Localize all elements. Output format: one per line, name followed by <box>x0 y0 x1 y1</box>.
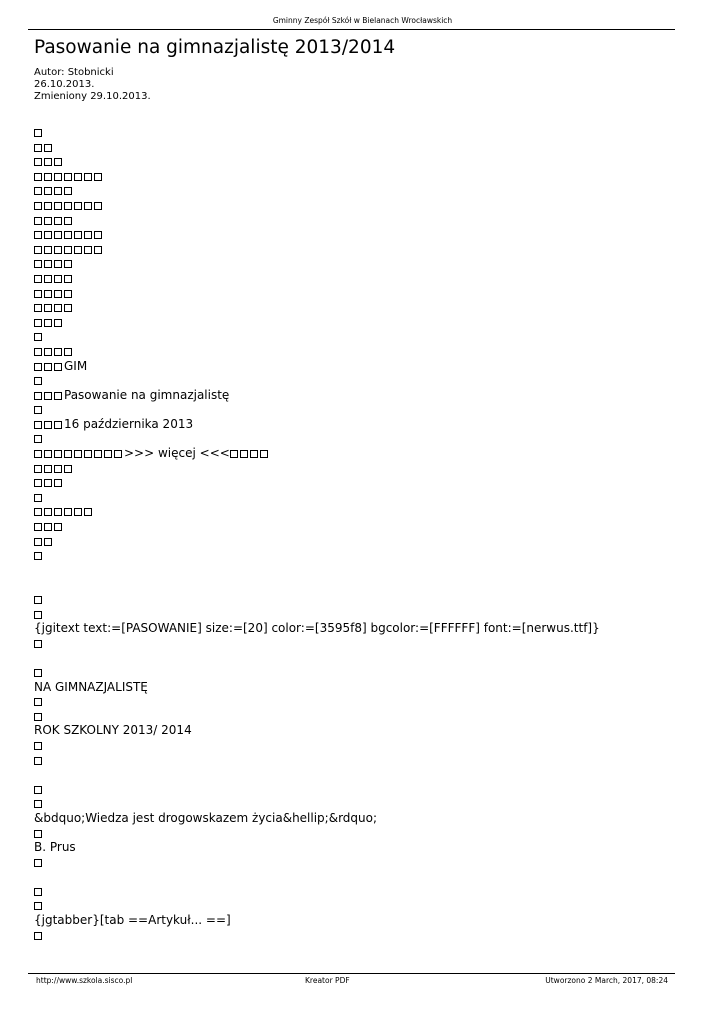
missing-glyph-box <box>34 304 42 312</box>
missing-glyph-box <box>84 450 92 458</box>
body-line <box>34 869 674 884</box>
missing-glyph-box <box>34 406 42 414</box>
missing-glyph-box <box>54 421 62 429</box>
missing-glyph-box <box>44 450 52 458</box>
missing-glyph-box <box>64 450 72 458</box>
missing-glyph-box <box>84 173 92 181</box>
author-line: Autor: Stobnicki <box>34 67 114 78</box>
body-line <box>34 475 674 490</box>
body-line <box>34 665 674 680</box>
body-line-text: >>> więcej <<< <box>124 446 230 461</box>
missing-glyph-box <box>44 173 52 181</box>
body-line-text: &bdquo;Wiedza jest drogowskazem życia&hellip;&rdquo; <box>34 810 378 825</box>
missing-glyph-box <box>34 392 42 400</box>
body-line <box>34 519 674 534</box>
body-line <box>34 490 674 505</box>
missing-glyph-box <box>54 392 62 400</box>
missing-glyph-box <box>34 494 42 502</box>
missing-glyph-box <box>34 217 42 225</box>
footer-url: http://www.szkola.sisco.pl <box>36 976 133 985</box>
page-header-site: Gminny Zespół Szkół w Bielanach Wrocławskich <box>272 16 453 25</box>
missing-glyph-box <box>34 158 42 166</box>
missing-glyph-box <box>34 786 42 794</box>
body-line <box>34 198 674 213</box>
body-line <box>34 738 674 753</box>
missing-glyph-box <box>34 363 42 371</box>
missing-glyph-box <box>34 800 42 808</box>
body-line <box>34 286 674 301</box>
body-line <box>34 796 674 811</box>
missing-glyph-box <box>94 246 102 254</box>
body-line <box>34 504 674 519</box>
footer-divider <box>28 973 675 974</box>
missing-glyph-box <box>54 202 62 210</box>
missing-glyph-box <box>44 392 52 400</box>
missing-glyph-box <box>84 202 92 210</box>
missing-glyph-box <box>34 640 42 648</box>
missing-glyph-box <box>44 158 52 166</box>
body-line-text: NA GIMNAZJALISTĘ <box>34 679 148 694</box>
missing-glyph-box <box>44 275 52 283</box>
missing-glyph-box <box>64 304 72 312</box>
body-line <box>34 650 674 665</box>
body-line <box>34 767 674 782</box>
missing-glyph-box <box>34 552 42 560</box>
missing-glyph-box <box>64 290 72 298</box>
missing-glyph-box <box>44 319 52 327</box>
missing-glyph-box <box>54 231 62 239</box>
body-line <box>34 577 674 592</box>
body-line <box>34 227 674 242</box>
missing-glyph-box <box>250 450 258 458</box>
body-line <box>34 811 674 826</box>
missing-glyph-box <box>54 246 62 254</box>
body-line-text: 16 października 2013 <box>64 416 194 431</box>
body-line <box>34 256 674 271</box>
body-line <box>34 329 674 344</box>
missing-glyph-box <box>64 260 72 268</box>
missing-glyph-box <box>34 902 42 910</box>
missing-glyph-box <box>64 173 72 181</box>
missing-glyph-box <box>34 348 42 356</box>
missing-glyph-box <box>44 144 52 152</box>
missing-glyph-box <box>64 231 72 239</box>
missing-glyph-box <box>54 450 62 458</box>
missing-glyph-box <box>44 421 52 429</box>
body-line <box>34 446 674 461</box>
missing-glyph-box <box>44 217 52 225</box>
missing-glyph-box <box>44 363 52 371</box>
missing-glyph-box <box>34 479 42 487</box>
missing-glyph-box <box>64 202 72 210</box>
missing-glyph-box <box>34 450 42 458</box>
missing-glyph-box <box>64 275 72 283</box>
missing-glyph-box <box>34 129 42 137</box>
body-line <box>34 125 674 140</box>
missing-glyph-box <box>74 508 82 516</box>
missing-glyph-box <box>74 450 82 458</box>
body-line-text: {jgtabber}[tab ==Artykuł... ==] <box>34 913 231 928</box>
missing-glyph-box <box>114 450 122 458</box>
body-line-text: {jgitext text:=[PASOWANIE] size:=[20] color:=[3595f8] bgcolor:=[FFFFFF] font:=[nerwus.ttf]} <box>34 621 600 636</box>
footer-created: Utworzono 2 March, 2017, 08:24 <box>545 976 668 985</box>
missing-glyph-box <box>84 508 92 516</box>
footer-generator: Kreator PDF <box>305 976 350 985</box>
missing-glyph-box <box>34 757 42 765</box>
missing-glyph-box <box>44 246 52 254</box>
missing-glyph-box <box>94 173 102 181</box>
body-line <box>34 592 674 607</box>
missing-glyph-box <box>54 173 62 181</box>
body-line <box>34 140 674 155</box>
missing-glyph-box <box>44 231 52 239</box>
missing-glyph-box <box>34 187 42 195</box>
missing-glyph-box <box>34 435 42 443</box>
modified-date: Zmieniony 29.10.2013. <box>34 91 151 102</box>
body-line-text: Pasowanie na gimnazjalistę <box>64 387 230 402</box>
missing-glyph-box <box>34 333 42 341</box>
body-line <box>34 359 674 374</box>
missing-glyph-box <box>34 538 42 546</box>
missing-glyph-box <box>64 246 72 254</box>
header-divider <box>28 29 675 30</box>
body-line <box>34 388 674 403</box>
missing-glyph-box <box>34 611 42 619</box>
missing-glyph-box <box>44 304 52 312</box>
missing-glyph-box <box>54 158 62 166</box>
body-line <box>34 753 674 768</box>
missing-glyph-box <box>34 698 42 706</box>
missing-glyph-box <box>44 260 52 268</box>
publish-date: 26.10.2013. <box>34 79 95 90</box>
missing-glyph-box <box>54 508 62 516</box>
missing-glyph-box <box>94 450 102 458</box>
missing-glyph-box <box>34 290 42 298</box>
missing-glyph-box <box>74 231 82 239</box>
missing-glyph-box <box>34 246 42 254</box>
missing-glyph-box <box>84 246 92 254</box>
missing-glyph-box <box>34 465 42 473</box>
article-body <box>34 125 674 942</box>
missing-glyph-box <box>34 173 42 181</box>
missing-glyph-box <box>34 421 42 429</box>
missing-glyph-box <box>74 202 82 210</box>
body-line <box>34 563 674 578</box>
missing-glyph-box <box>34 144 42 152</box>
body-line <box>34 826 674 841</box>
missing-glyph-box <box>74 173 82 181</box>
missing-glyph-box <box>54 290 62 298</box>
body-line <box>34 373 674 388</box>
missing-glyph-box <box>44 465 52 473</box>
body-line <box>34 840 674 855</box>
missing-glyph-box <box>94 202 102 210</box>
missing-glyph-box <box>34 713 42 721</box>
body-line <box>34 723 674 738</box>
body-line <box>34 461 674 476</box>
page-title: Pasowanie na gimnazjalistę 2013/2014 <box>34 37 396 58</box>
missing-glyph-box <box>34 596 42 604</box>
body-line-text: B. Prus <box>34 840 76 855</box>
missing-glyph-box <box>34 669 42 677</box>
body-line <box>34 315 674 330</box>
missing-glyph-box <box>34 859 42 867</box>
missing-glyph-box <box>44 508 52 516</box>
missing-glyph-box <box>64 217 72 225</box>
body-line <box>34 855 674 870</box>
missing-glyph-box <box>104 450 112 458</box>
missing-glyph-box <box>84 231 92 239</box>
body-line <box>34 169 674 184</box>
missing-glyph-box <box>34 523 42 531</box>
missing-glyph-box <box>34 377 42 385</box>
body-line-text: GIM <box>64 358 88 373</box>
missing-glyph-box <box>44 523 52 531</box>
missing-glyph-box <box>44 479 52 487</box>
missing-glyph-box <box>74 246 82 254</box>
missing-glyph-box <box>54 304 62 312</box>
missing-glyph-box <box>54 363 62 371</box>
missing-glyph-box <box>44 202 52 210</box>
body-line <box>34 402 674 417</box>
missing-glyph-box <box>54 348 62 356</box>
missing-glyph-box <box>54 187 62 195</box>
missing-glyph-box <box>34 202 42 210</box>
body-line-text: ROK SZKOLNY 2013/ 2014 <box>34 723 192 738</box>
missing-glyph-box <box>34 260 42 268</box>
missing-glyph-box <box>34 742 42 750</box>
body-line <box>34 709 674 724</box>
missing-glyph-box <box>34 830 42 838</box>
missing-glyph-box <box>54 465 62 473</box>
body-line <box>34 534 674 549</box>
missing-glyph-box <box>34 231 42 239</box>
missing-glyph-box <box>34 275 42 283</box>
body-line <box>34 271 674 286</box>
body-line <box>34 607 674 622</box>
missing-glyph-box <box>44 538 52 546</box>
missing-glyph-box <box>44 290 52 298</box>
missing-glyph-box <box>44 187 52 195</box>
missing-glyph-box <box>44 348 52 356</box>
body-line <box>34 782 674 797</box>
body-line <box>34 548 674 563</box>
body-line <box>34 636 674 651</box>
missing-glyph-box <box>34 508 42 516</box>
missing-glyph-box <box>54 319 62 327</box>
missing-glyph-box <box>54 260 62 268</box>
missing-glyph-box <box>54 479 62 487</box>
missing-glyph-box <box>230 450 238 458</box>
missing-glyph-box <box>94 231 102 239</box>
body-line <box>34 417 674 432</box>
body-line <box>34 928 674 943</box>
missing-glyph-box <box>260 450 268 458</box>
missing-glyph-box <box>64 187 72 195</box>
missing-glyph-box <box>64 465 72 473</box>
body-line <box>34 183 674 198</box>
missing-glyph-box <box>34 932 42 940</box>
body-line <box>34 694 674 709</box>
body-line <box>34 431 674 446</box>
body-line <box>34 213 674 228</box>
missing-glyph-box <box>54 217 62 225</box>
body-line <box>34 913 674 928</box>
body-line <box>34 680 674 695</box>
body-line <box>34 344 674 359</box>
body-line <box>34 242 674 257</box>
missing-glyph-box <box>34 888 42 896</box>
missing-glyph-box <box>64 348 72 356</box>
body-line <box>34 154 674 169</box>
body-line <box>34 884 674 899</box>
missing-glyph-box <box>34 319 42 327</box>
article-meta <box>34 67 151 103</box>
missing-glyph-box <box>240 450 248 458</box>
missing-glyph-box <box>54 275 62 283</box>
missing-glyph-box <box>54 523 62 531</box>
missing-glyph-box <box>64 508 72 516</box>
body-line <box>34 898 674 913</box>
body-line <box>34 300 674 315</box>
body-line <box>34 621 674 636</box>
